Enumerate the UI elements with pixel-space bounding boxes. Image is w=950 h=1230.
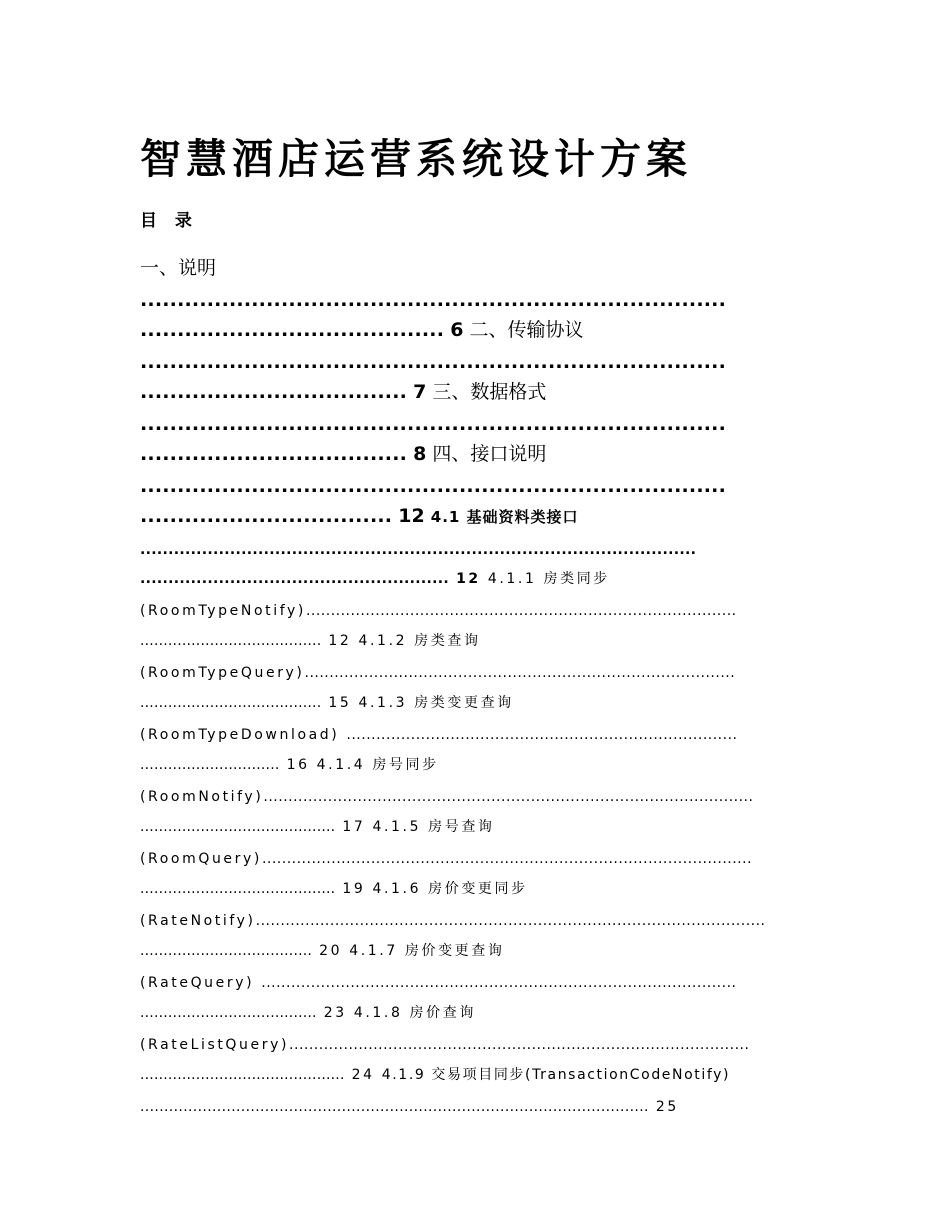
toc-page-number: 20 — [319, 943, 343, 959]
toc-entry-line[interactable]: ....................................................... 12 4.1.1 房类同步 — [140, 571, 610, 587]
toc-entry-line[interactable]: .......................................... 19 4.1.6 房价变更同步 — [140, 881, 528, 897]
toc-page-number: 7 — [413, 381, 427, 403]
toc-page-number: 19 — [342, 881, 366, 897]
toc-entry-line[interactable]: ..................................... 20 4.1.7 房价变更查询 — [140, 943, 505, 959]
toc-entry-line[interactable]: (RoomTypeQuery)....................................................................................... — [140, 665, 736, 681]
toc-entry-label: 四、接口说明 — [432, 443, 547, 465]
toc-entry-line[interactable]: (RateQuery) ................................................................................................ — [140, 975, 737, 991]
toc-entry-line[interactable]: .......................................................................................................... 25 — [140, 1099, 679, 1115]
toc-entry-label: 三、数据格式 — [432, 381, 547, 403]
toc-page-number: 6 — [450, 319, 464, 341]
toc-entry-line[interactable]: .................................... 8 四、接口说明 — [140, 443, 547, 465]
toc-entry-label: 二、传输协议 — [469, 319, 584, 341]
toc-entry-line[interactable]: ...................................... 23 4.1.8 房价查询 — [140, 1005, 476, 1021]
toc-page-number: 16 — [286, 757, 310, 773]
toc-entry-line[interactable]: ....................................... 15 4.1.3 房类变更查询 — [140, 695, 514, 711]
toc-entry-label: 4.1.5 房号查询 — [372, 819, 495, 835]
toc-leader-dots: ............................................................................... — [140, 289, 727, 311]
toc-heading: 目 录 — [140, 211, 198, 231]
toc-page-number: 15 — [328, 695, 352, 711]
toc-entry-line[interactable]: ......................................... 6 二、传输协议 — [140, 319, 584, 341]
toc-entry-label: 4.1.3 房类变更查询 — [358, 695, 514, 711]
toc-entry-label: 4.1.6 房价变更同步 — [372, 881, 528, 897]
toc-leader-dots: ............................................................................... — [140, 413, 727, 435]
toc-entry-line[interactable]: .............................. 16 4.1.4 房号同步 — [140, 757, 439, 773]
toc-entry-label: 4.1.2 房类查询 — [358, 633, 481, 649]
toc-entry-label: 4.1.4 房号同步 — [316, 757, 439, 773]
toc-page-number: 8 — [413, 443, 427, 465]
toc-page-number: 23 — [323, 1005, 347, 1021]
toc-leader-dots: ............................................................................... — [140, 475, 727, 497]
toc-page-number: 25 — [655, 1099, 679, 1115]
toc-leader-dots: ............................................................................... — [140, 351, 727, 373]
toc-entry-line[interactable]: ............................................ 24 4.1.9 交易项目同步(TransactionCodeNotify) — [140, 1067, 731, 1083]
toc-entry-line[interactable]: .................................... 7 三、数据格式 — [140, 381, 547, 403]
toc-entry-label: 4.1 基础资料类接口 — [430, 508, 579, 526]
document-title: 智慧酒店运营系统设计方案 — [140, 135, 692, 183]
toc-entry-label[interactable]: 一、说明 — [140, 257, 217, 279]
toc-entry-line[interactable]: (RoomQuery)................................................................................................... — [140, 851, 753, 867]
toc-entry-line[interactable]: (RoomTypeDownload) ............................................................................... — [140, 727, 738, 743]
toc-page-number: 12 — [328, 633, 352, 649]
toc-entry-line[interactable]: ....................................... 12 4.1.2 房类查询 — [140, 633, 481, 649]
toc-page-number: 24 — [351, 1067, 375, 1083]
toc-page-number: 12 — [456, 571, 481, 587]
toc-entry-label: 4.1.1 房类同步 — [487, 571, 610, 587]
toc-entry-label: 4.1.8 房价查询 — [353, 1005, 476, 1021]
toc-leader-dots: ................................................................................................... — [140, 542, 697, 558]
toc-page-number: 17 — [342, 819, 366, 835]
toc-entry-line[interactable]: (RoomTypeNotify)....................................................................................... — [140, 603, 737, 619]
toc-entry-line[interactable]: (RateListQuery)............................................................................................. — [140, 1037, 750, 1053]
toc-entry-line[interactable]: .......................................... 17 4.1.5 房号查询 — [140, 819, 495, 835]
toc-entry-line[interactable]: (RateNotify)....................................................................................................... — [140, 913, 766, 929]
toc-entry-line[interactable]: .................................. 12 4.1 基础资料类接口 — [140, 505, 579, 527]
toc-entry-label: 4.1.7 房价变更查询 — [349, 943, 505, 959]
toc-entry-line[interactable]: (RoomNotify)................................................................................................... — [140, 789, 754, 805]
toc-entry-label: 4.1.9 交易项目同步(TransactionCodeNotify) — [381, 1067, 731, 1083]
toc-page-number: 12 — [398, 505, 425, 527]
